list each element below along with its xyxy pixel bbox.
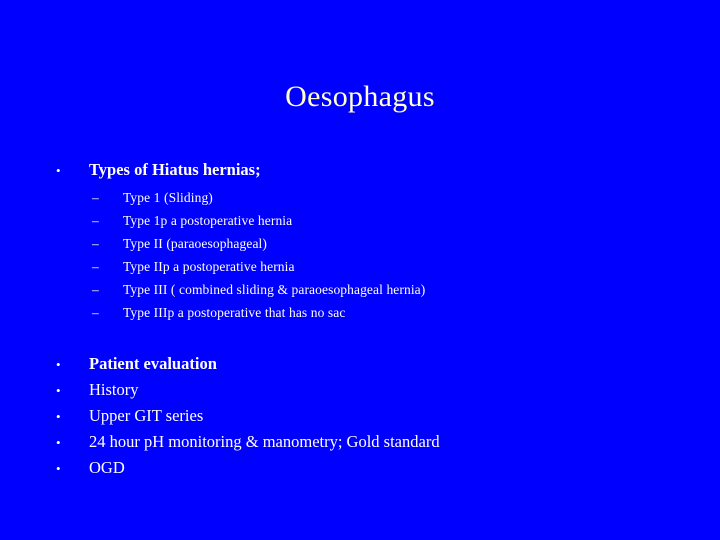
dash-marker-icon: – [92, 213, 99, 228]
bullet-marker-icon: • [56, 357, 61, 372]
bullet-label: Patient evaluation [89, 354, 217, 373]
bullet-types-of-hiatus-hernias [56, 160, 261, 181]
bullet-marker-icon: • [56, 383, 61, 398]
sub-bullet-label: Type III ( combined sliding & paraoesophageal hernia) [123, 282, 426, 297]
slide-title: Oesophagus [285, 80, 435, 113]
sub-bullet-label: Type IIp a postoperative hernia [123, 259, 295, 274]
bullet-marker-icon: • [56, 461, 61, 476]
sub-bullet-label: Type II (paraoesophageal) [123, 236, 267, 251]
bullet-label: OGD [89, 458, 125, 477]
sub-bullet-label: Type 1p a postoperative hernia [123, 213, 293, 228]
bullet-upper-git-series [56, 406, 203, 427]
sub-bullet-type-2p [92, 258, 295, 276]
bullet-ph-monitoring-manometry [56, 432, 440, 453]
bullet-ogd [56, 458, 125, 479]
sub-bullet-type-1-sliding [92, 189, 213, 207]
bullet-label: Types of Hiatus hernias; [89, 160, 261, 179]
bullet-marker-icon: • [56, 435, 61, 450]
bullet-label: 24 hour pH monitoring & manometry; Gold standard [89, 432, 440, 451]
dash-marker-icon: – [92, 190, 99, 205]
bullet-marker-icon: • [56, 409, 61, 424]
sub-bullet-type-3-combined [92, 281, 425, 299]
sub-bullet-label: Type 1 (Sliding) [123, 190, 213, 205]
dash-marker-icon: – [92, 305, 99, 320]
sub-bullet-type-3p [92, 304, 345, 322]
sub-bullet-type-2-paraoesophageal [92, 235, 267, 253]
bullet-patient-evaluation [56, 354, 217, 375]
sub-bullet-type-1p [92, 212, 292, 230]
bullet-marker-icon: • [56, 163, 61, 178]
bullet-label: Upper GIT series [89, 406, 204, 425]
dash-marker-icon: – [92, 282, 99, 297]
dash-marker-icon: – [92, 259, 99, 274]
sub-bullet-label: Type IIIp a postoperative that has no sac [123, 305, 346, 320]
bullet-label: History [89, 380, 139, 399]
dash-marker-icon: – [92, 236, 99, 251]
bullet-history [56, 380, 139, 401]
